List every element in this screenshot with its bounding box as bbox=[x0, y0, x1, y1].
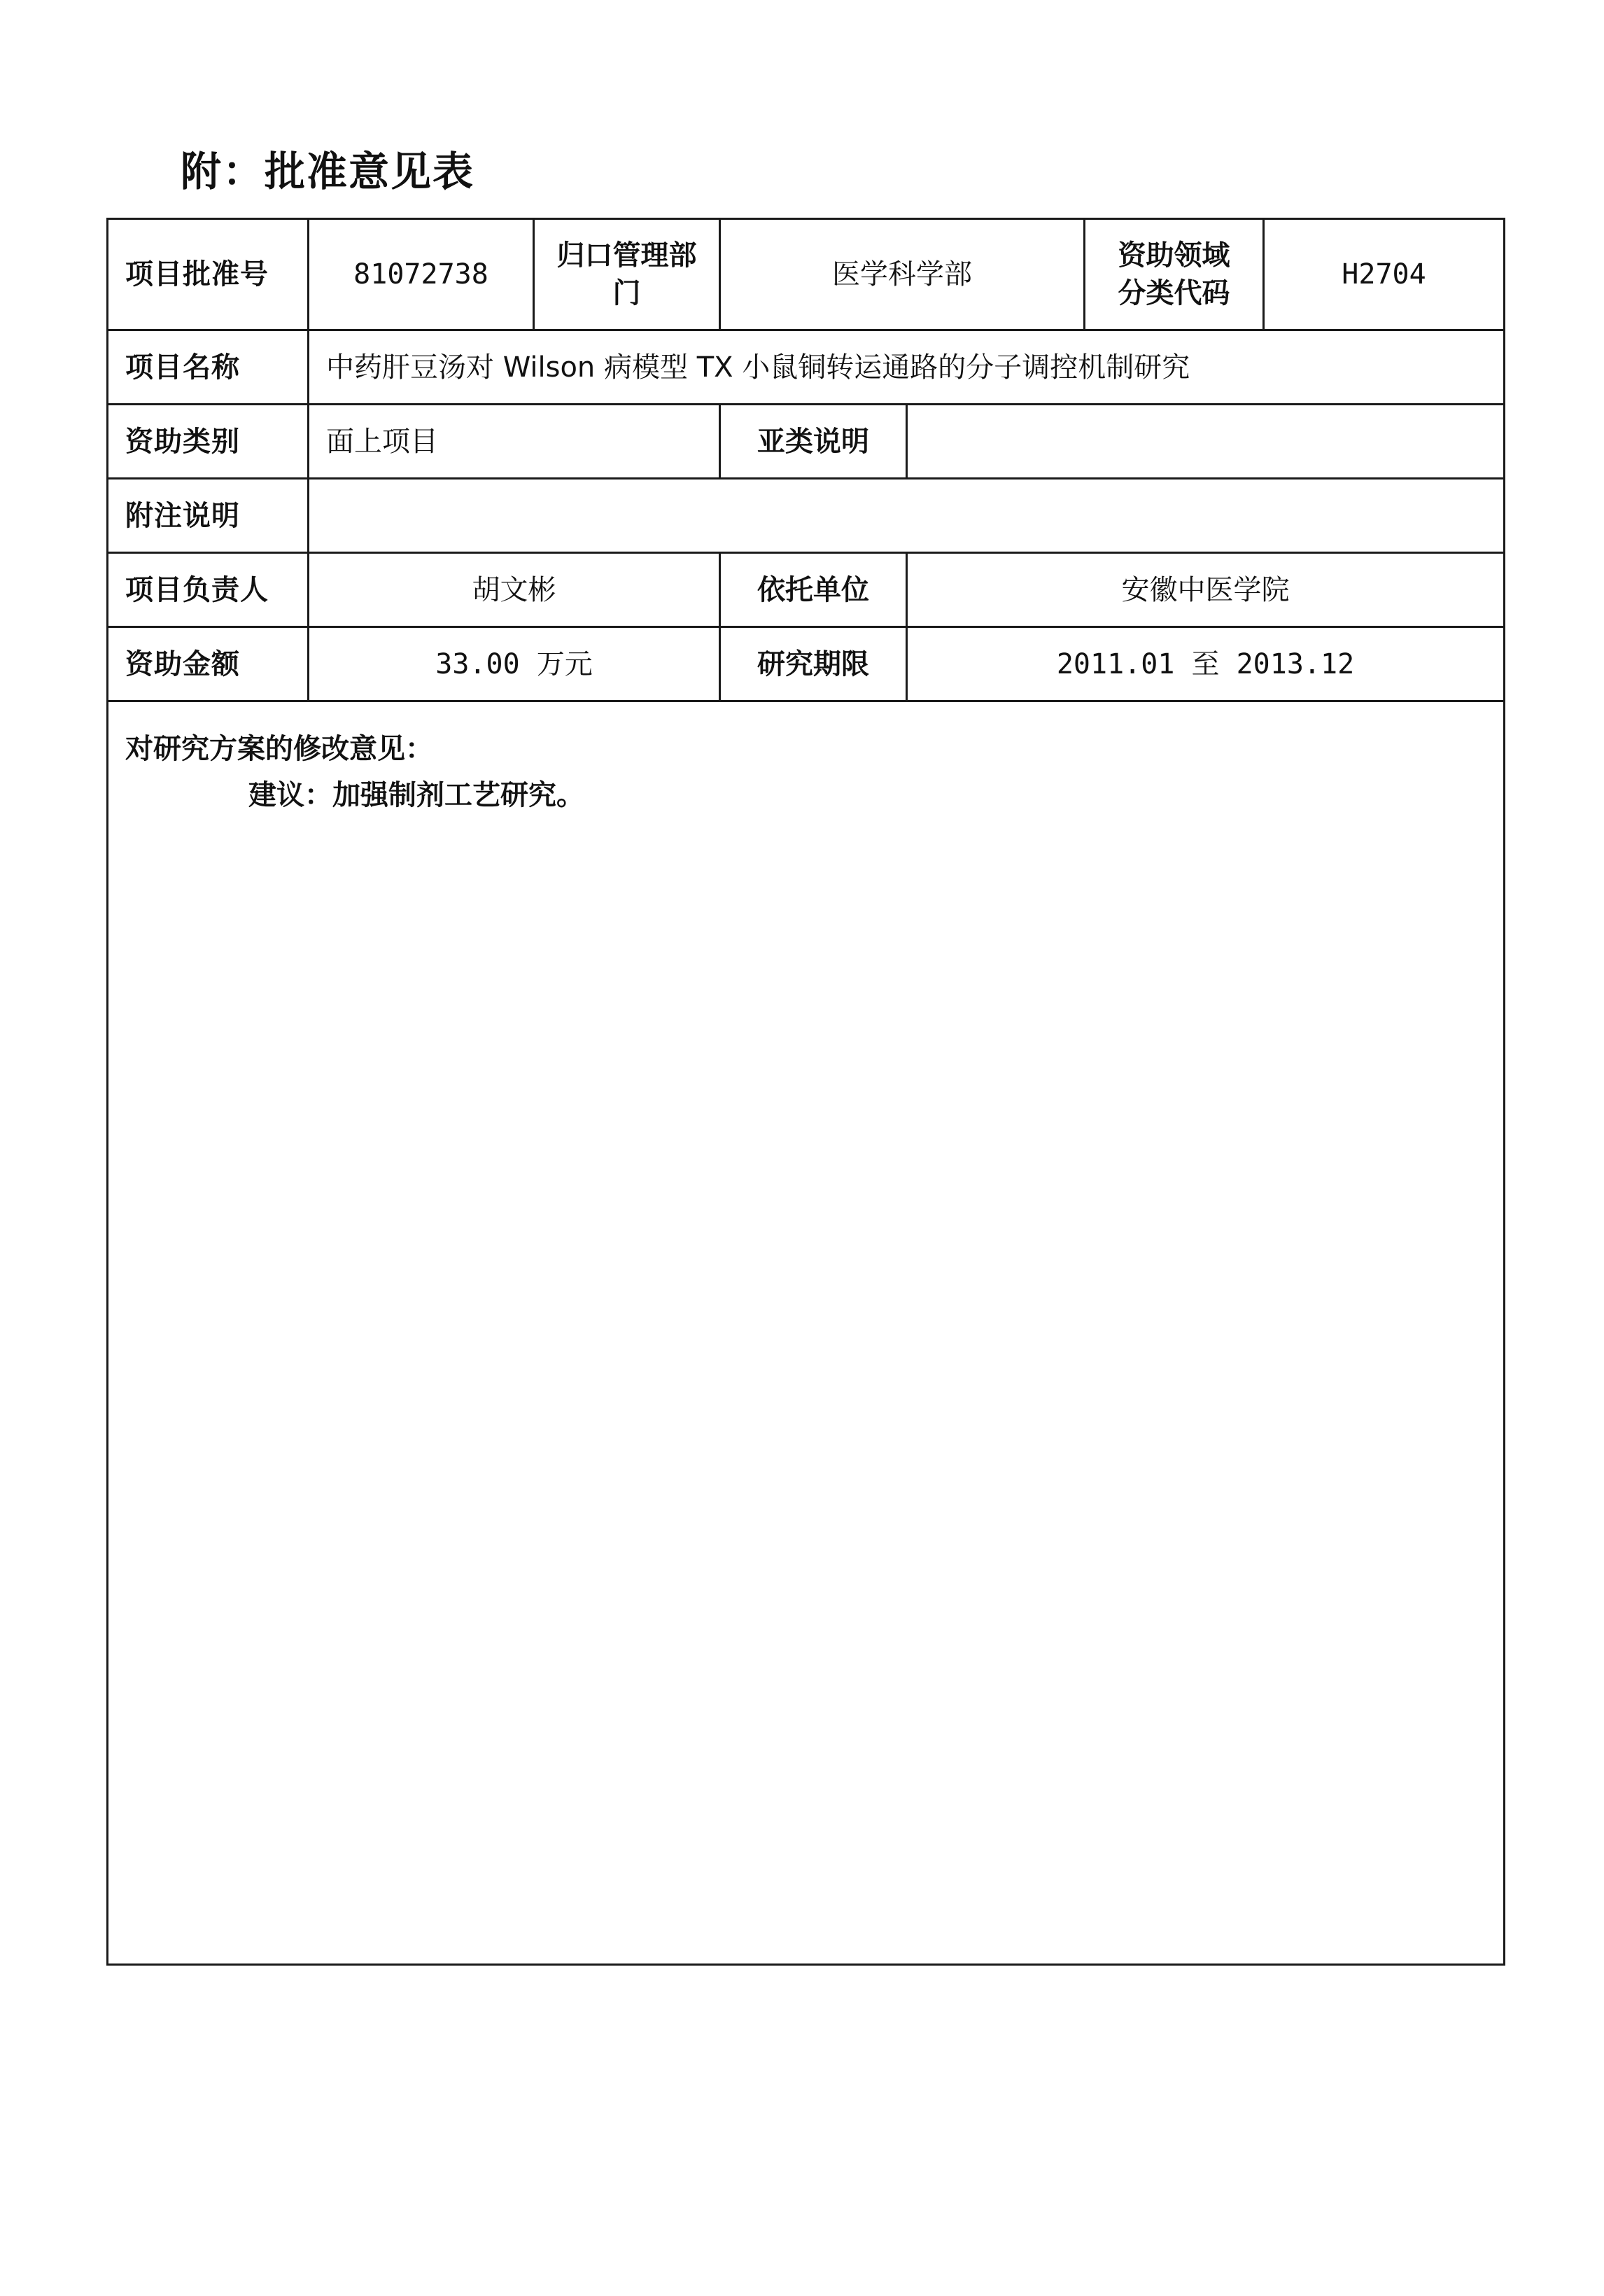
row-approval bbox=[108, 219, 1505, 330]
subtype-label: 亚类说明 bbox=[720, 405, 907, 479]
notes-label: 附注说明 bbox=[108, 479, 309, 553]
funding-type-label: 资助类别 bbox=[108, 405, 309, 479]
pi-value: 胡文彬 bbox=[309, 553, 720, 627]
institution-label: 依托单位 bbox=[720, 553, 907, 627]
field-code-label-text: 资助领域分类代码 bbox=[1118, 239, 1230, 309]
project-name-value: 中药肝豆汤对 Wilson 病模型 TX 小鼠铜转运通路的分子调控机制研究 bbox=[309, 330, 1505, 405]
approval-no-value: 81072738 bbox=[309, 219, 534, 330]
row-funding-type bbox=[108, 405, 1505, 479]
approval-form-table bbox=[106, 218, 1505, 1966]
field-code-value: H2704 bbox=[1264, 219, 1505, 330]
remarks-cell bbox=[108, 701, 1505, 1965]
remarks-heading: 对研究方案的修改意见： bbox=[125, 733, 433, 765]
period-value: 2011.01 至 2013.12 bbox=[907, 627, 1505, 701]
row-project-name bbox=[108, 330, 1505, 405]
institution-value: 安徽中医学院 bbox=[907, 553, 1505, 627]
dept-label bbox=[534, 219, 720, 330]
project-name-label: 项目名称 bbox=[108, 330, 309, 405]
page-title: 附：批准意见表 bbox=[181, 148, 475, 195]
funding-type-value: 面上项目 bbox=[309, 405, 720, 479]
period-label: 研究期限 bbox=[720, 627, 907, 701]
row-remarks bbox=[108, 701, 1505, 1965]
row-pi bbox=[108, 553, 1505, 627]
dept-label-text: 归口管理部门 bbox=[556, 239, 697, 309]
amount-label: 资助金额 bbox=[108, 627, 309, 701]
row-notes bbox=[108, 479, 1505, 553]
dept-value: 医学科学部 bbox=[720, 219, 1085, 330]
field-code-label bbox=[1085, 219, 1264, 330]
row-amount bbox=[108, 627, 1505, 701]
approval-no-label: 项目批准号 bbox=[108, 219, 309, 330]
remarks-body: 建议：加强制剂工艺研究。 bbox=[248, 779, 584, 811]
notes-value bbox=[309, 479, 1505, 553]
subtype-value bbox=[907, 405, 1505, 479]
amount-value: 33.00 万元 bbox=[309, 627, 720, 701]
pi-label: 项目负责人 bbox=[108, 553, 309, 627]
